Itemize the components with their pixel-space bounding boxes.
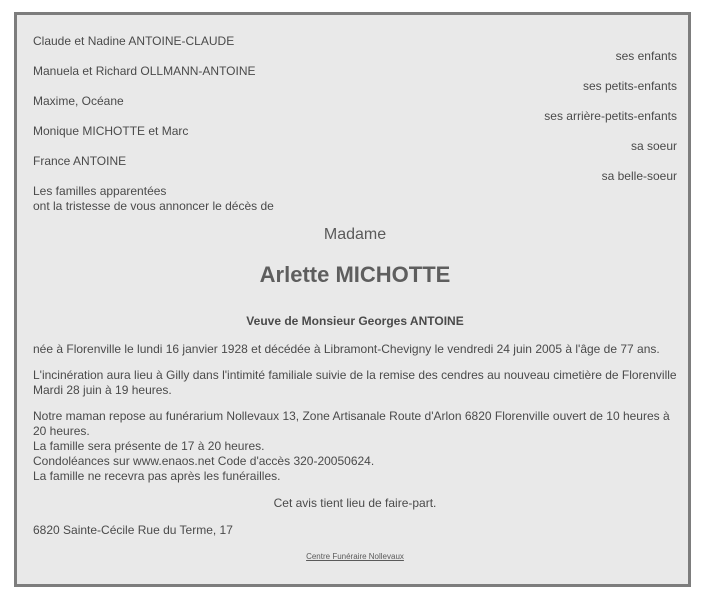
family-relation-3: ses arrière-petits-enfants <box>544 109 677 123</box>
cremation: L'incinération aura lieu à Gilly dans l'intimité familiale suivie de la remise des cendres au nouveau cimetière de Florenville Mardi 28 juin à 19 heures. <box>33 368 677 397</box>
notice: Cet avis tient lieu de faire-part. <box>273 496 437 510</box>
widow-of: Veuve de Monsieur Georges ANTOINE <box>246 314 464 328</box>
funeral-home-link[interactable]: Centre Funéraire Nollevaux <box>306 552 404 561</box>
deceased-name: Arlette MICHOTTE <box>259 262 451 287</box>
family-relation-1: ses enfants <box>615 49 677 63</box>
family-relation-5: sa belle-soeur <box>601 169 677 183</box>
family-names-4: Monique MICHOTTE et Marc <box>33 124 189 138</box>
family-names-3: Maxime, Océane <box>33 94 124 108</box>
family-names-1: Claude et Nadine ANTOINE-CLAUDE <box>33 34 235 48</box>
intro-line-2: ont la tristesse de vous annoncer le décès de <box>33 199 274 213</box>
intro-line-1: Les familles apparentées <box>33 184 167 198</box>
title: Madame <box>323 226 387 243</box>
birth-death: née à Florenville le lundi 16 janvier 1928 et décédée à Libramont-Chevigny le vendredi 24 juin 2005 à l'âge de 77 ans. <box>33 342 660 356</box>
condolences: Condoléances sur www.enaos.net Code d'accès 320-20050624. <box>33 454 375 468</box>
family-names-2: Manuela et Richard OLLMANN-ANTOINE <box>33 64 256 78</box>
family-names-5: France ANTOINE <box>33 154 127 168</box>
family-relation-4: sa soeur <box>630 139 677 153</box>
obituary-card <box>14 12 691 587</box>
address: 6820 Sainte-Cécile Rue du Terme, 17 <box>33 523 233 537</box>
family-relation-2: ses petits-enfants <box>582 79 677 93</box>
funeral-home: Notre maman repose au funérarium Nollevaux 13, Zone Artisanale Route d'Arlon 6820 Florenville ouvert de 10 heures à 20 heures. <box>33 409 670 438</box>
no-visits: La famille ne recevra pas après les funérailles. <box>33 469 281 483</box>
family-presence: La famille sera présente de 17 à 20 heures. <box>33 439 265 453</box>
footer-link-row <box>33 550 677 562</box>
